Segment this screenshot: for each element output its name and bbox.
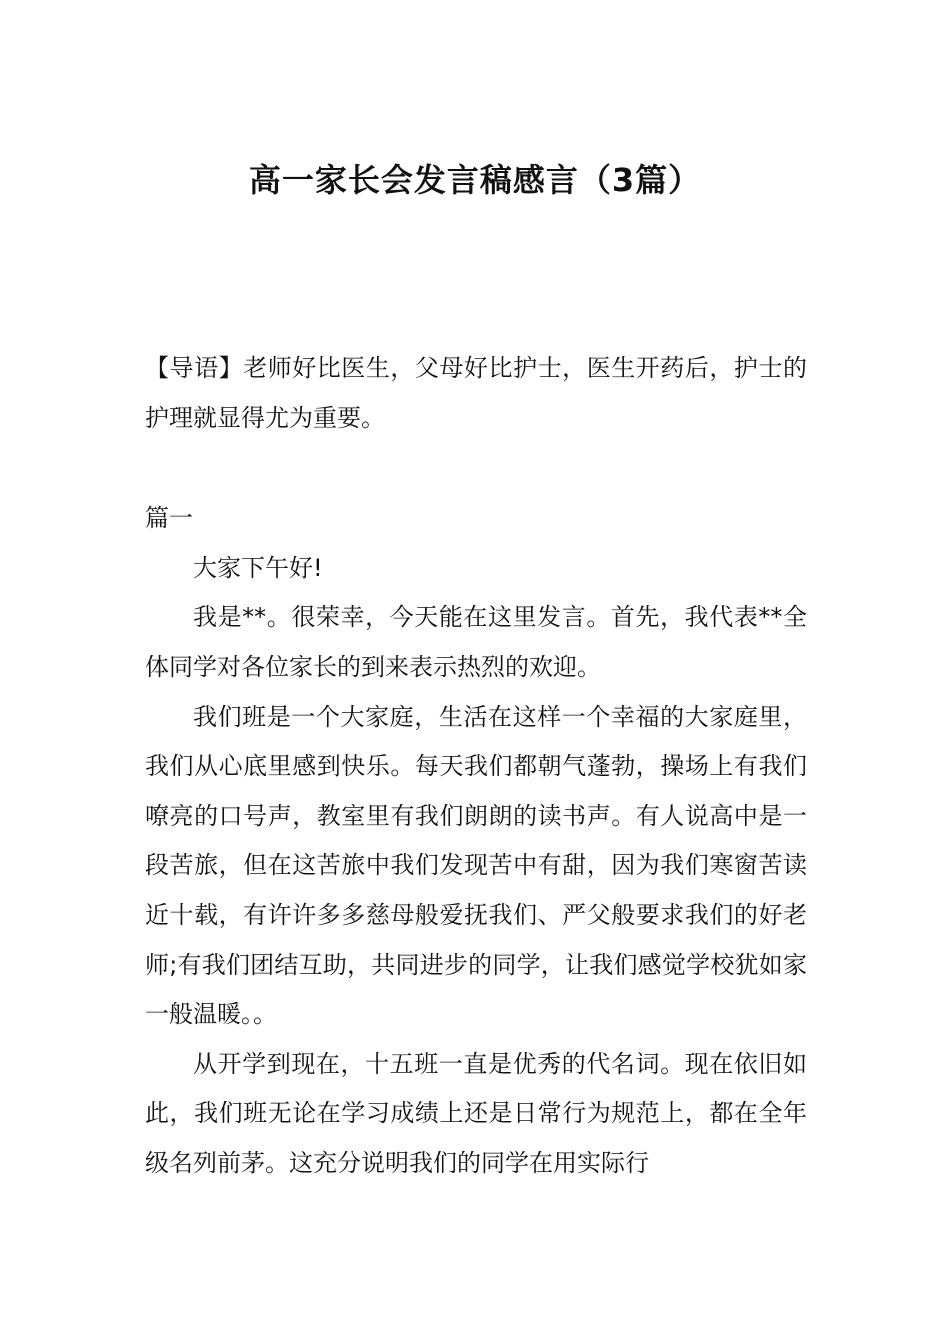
greeting-paragraph: 大家下午好! [193,553,323,582]
intro-paragraph: 【导语】老师好比医生，父母好比护士，医生开药后，护士的护理就显得尤为重要。 [145,354,807,432]
document-body [145,344,807,1189]
body-paragraph: 我们班是一个大家庭，生活在这样一个幸福的大家庭里，我们从心底里感到快乐。每天我们都朝气蓬勃，操场上有我们嘹亮的口号声，教室里有我们朗朗的读书声。有人说高中是一段苦旅，但在这苦旅中我们发现苦中有甜，因为我们寒窗苦读近十载，有许许多多慈母般爱抚我们、严父般要求我们的好老师;有我们团结互助，共同进步的同学，让我们感觉学校犹如家一般温暖。。 [145,702,807,1029]
section-heading: 篇一 [145,504,193,533]
document-title: 高一家长会发言稿感言（3篇） [248,161,702,199]
body-paragraph: 我是**。很荣幸，今天能在这里发言。首先，我代表**全体同学对各位家长的到来表示热烈的欢迎。 [145,603,807,681]
body-paragraph: 从开学到现在，十五班一直是优秀的代名词。现在依旧如此，我们班无论在学习成绩上还是日常行为规范上，都在全年级名列前茅。这充分说明我们的同学在用实际行 [145,1049,807,1177]
